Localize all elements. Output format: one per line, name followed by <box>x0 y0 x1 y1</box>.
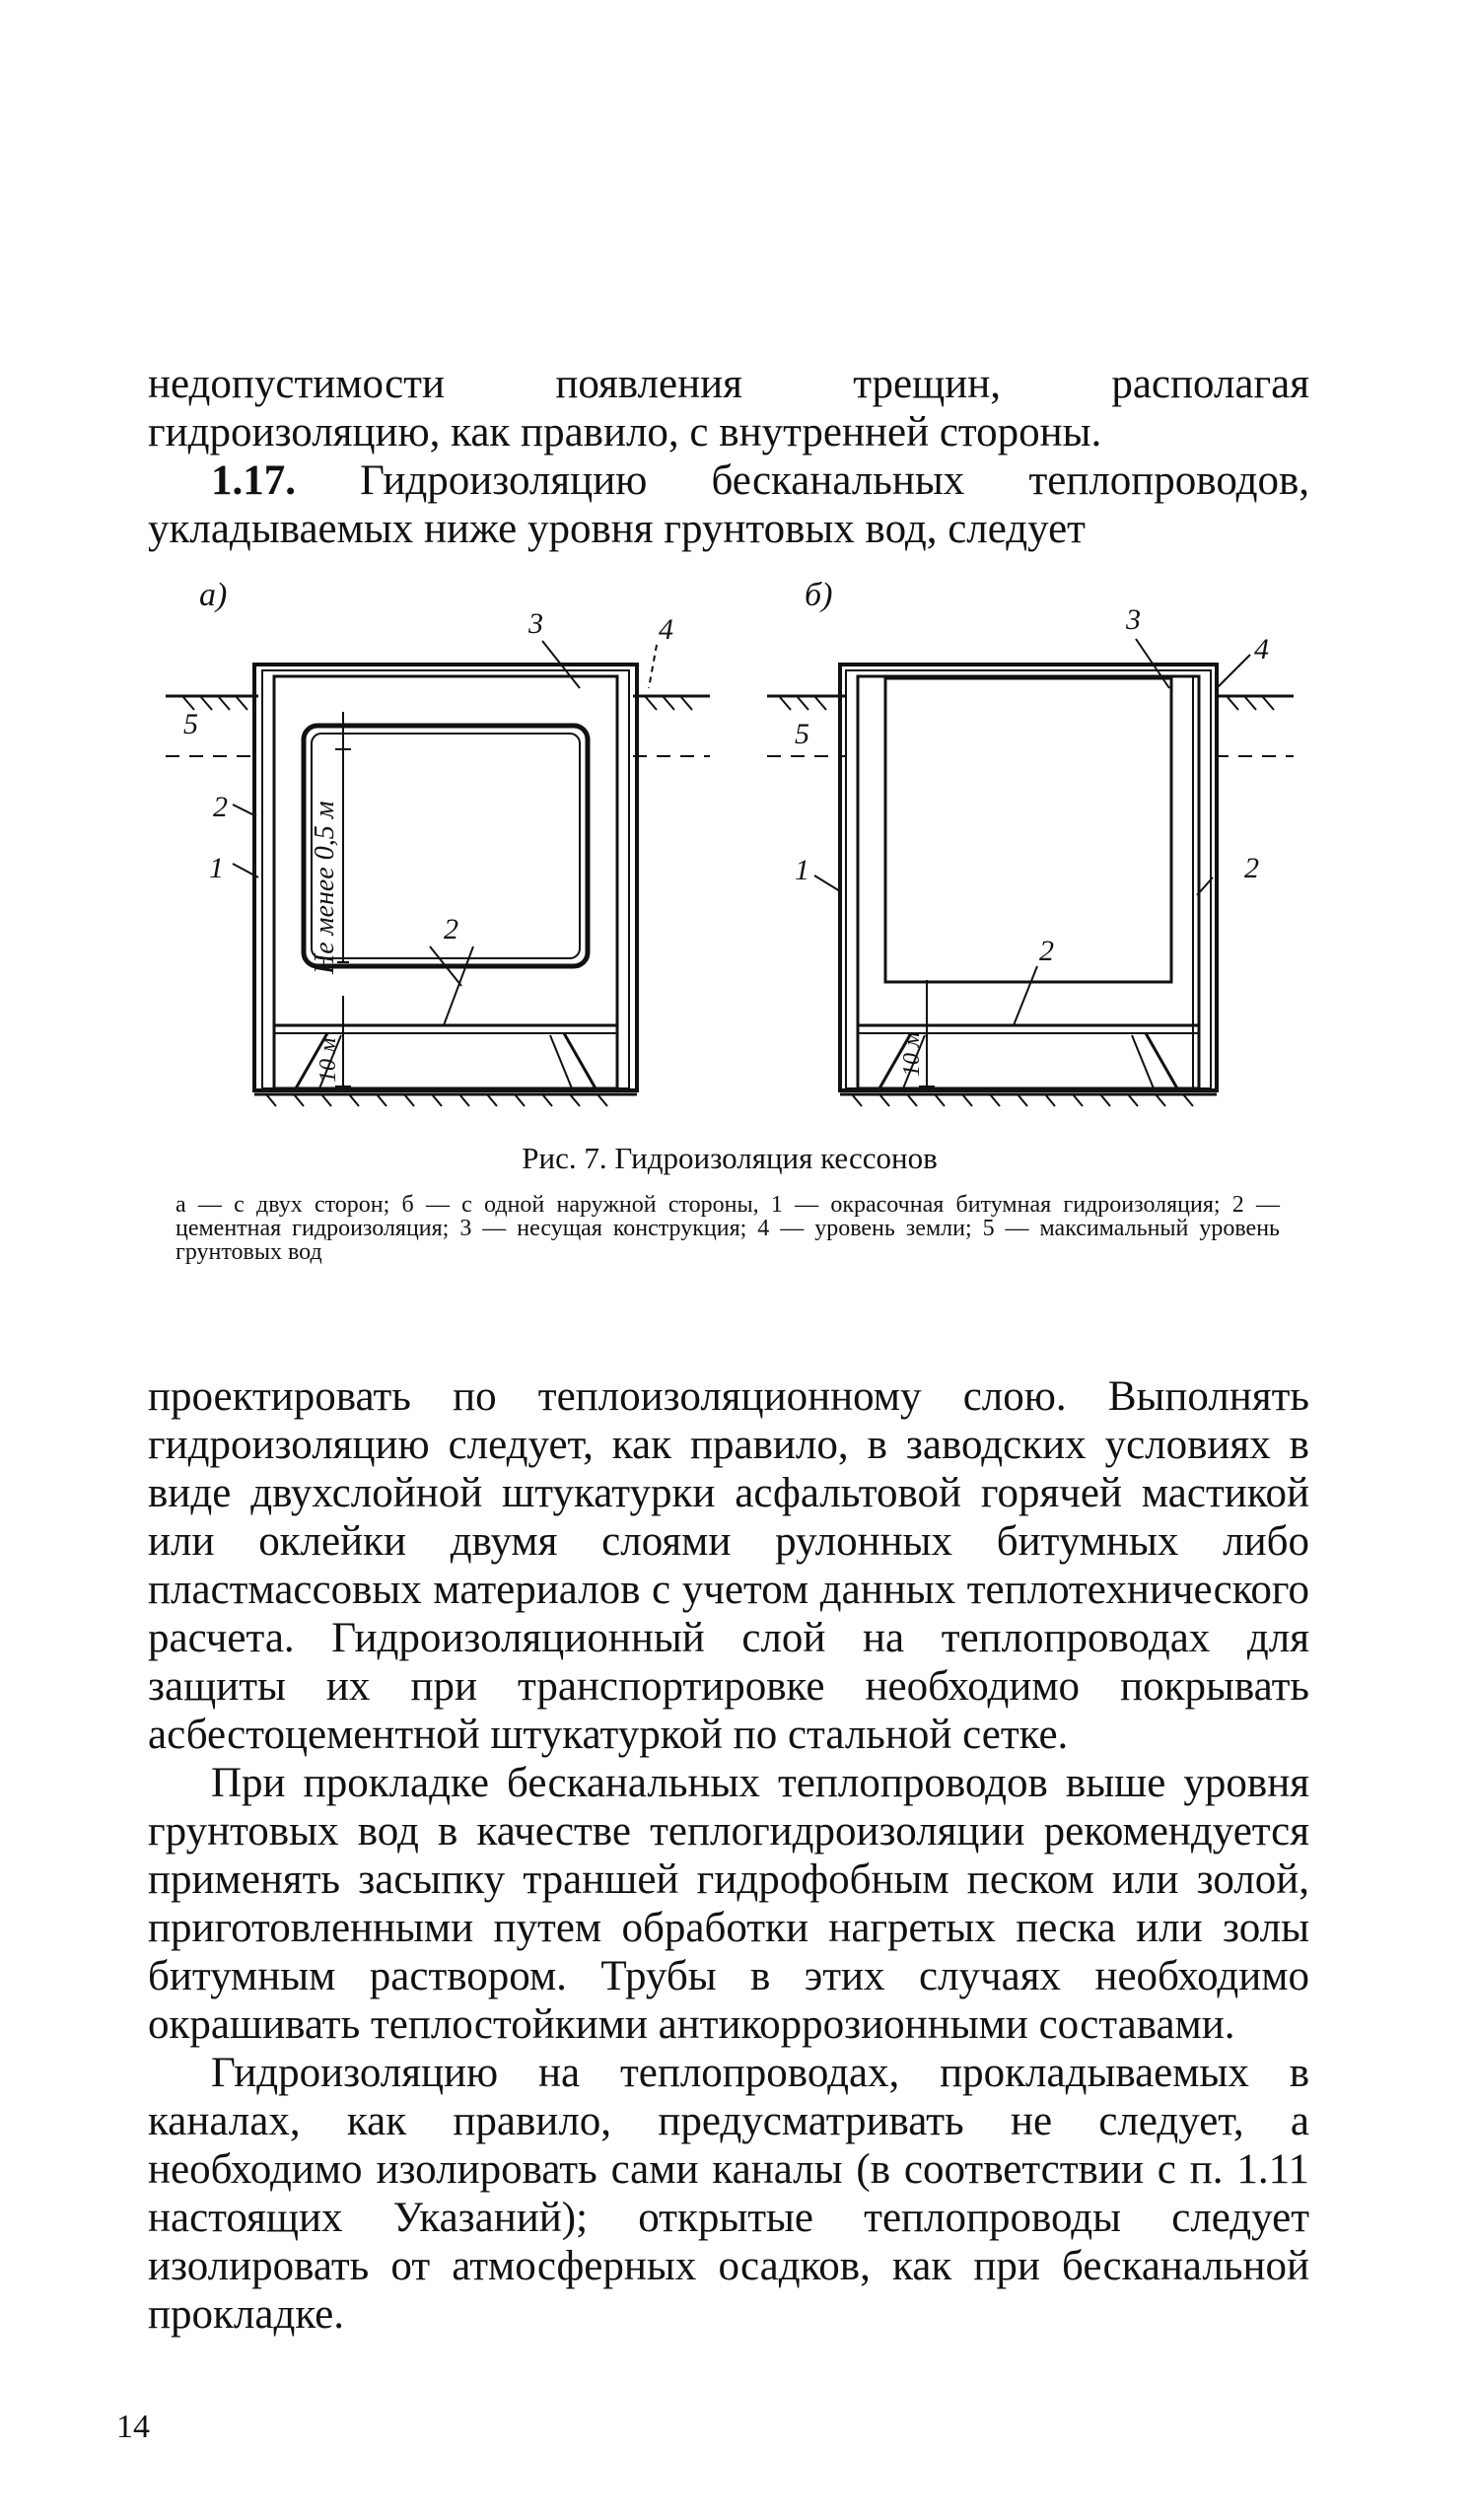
panel-a-base-dimension: 10 м <box>316 1037 341 1083</box>
figure-caption: Рис. 7. Гидроизоляция кессонов <box>522 1141 938 1175</box>
caisson-waterproofing-figure <box>148 582 1331 1134</box>
panel-a-label-4: 4 <box>659 613 673 646</box>
text-block-top <box>148 360 1309 553</box>
figure-legend: а — с двух сторон; б — с одной наружной стороны, 1 — окрасочная битумная гидроизоляция; 2 — цементная гидроизоляция; 3 — несущая конструкция; 4 — уровень земли; 5 — максимальный уровень грунтовых вод <box>176 1192 1280 1265</box>
panel-b-label-3: 3 <box>1126 603 1141 636</box>
panel-b-label-5: 5 <box>795 718 809 750</box>
paragraph-3: проектировать по теплоизоляционному слою. Выполнять гидроизоляцию следует, как правило, в заводских условиях в виде двухслойной штукатурки асфальтовой горячей мастикой или оклейки двумя слоями рулонных битумных либо пластмассовых материалов с учетом данных теплотехнического расчета. Гидроизоляционный слой на теплопроводах для защиты их при транспортировке необходимо покрывать асбестоцементной штукатуркой по стальной сетке. <box>148 1373 1309 1758</box>
panel-a-label-3: 3 <box>528 607 543 640</box>
panel-a-label-5: 5 <box>183 708 198 740</box>
panel-b-label-2-right: 2 <box>1244 852 1259 884</box>
panel-a-letter: а) <box>199 582 228 613</box>
panel-b-label-1: 1 <box>795 854 809 886</box>
section-number: 1.17. <box>211 457 296 504</box>
panel-b-letter: б) <box>805 582 833 613</box>
panel-a-label-2-left: 2 <box>213 791 228 823</box>
paragraph-2 <box>148 456 1309 553</box>
panel-a-label-1: 1 <box>209 852 224 884</box>
panel-a-drawing <box>166 641 710 1106</box>
paragraph-2-text: Гидроизоляцию бесканальных теплопроводов, укладываемых ниже уровня грунтовых вод, следует <box>148 457 1310 552</box>
text-block-bottom <box>148 1372 1309 2339</box>
panel-a-label-2-bottom: 2 <box>444 913 458 945</box>
panel-b-base-dimension: 10 м <box>899 1031 925 1077</box>
panel-a-depth-dimension: Не менее 0,5 м <box>310 801 340 974</box>
paragraph-5: Гидроизоляцию на теплопроводах, прокладываемых в каналах, как правило, предусматривать не следует, а необходимо изолировать сами каналы (в соответствии с п. 1.11 настоящих Указаний); открытые теплопроводы следует изолировать от атмосферных осадков, как при бесканальной прокладке. <box>148 2050 1309 2338</box>
caisson-diagram <box>148 582 1331 1134</box>
panel-b-label-2-bottom: 2 <box>1039 935 1054 967</box>
paragraph-1: недопустимости появления трещин, располагая гидроизоляцию, как правило, с внутренней стороны. <box>148 361 1309 455</box>
panel-b-label-4: 4 <box>1254 633 1269 665</box>
panel-b-drawing <box>767 639 1294 1106</box>
page-number: 14 <box>116 2409 150 2445</box>
paragraph-4: При прокладке бесканальных теплопроводов выше уровня грунтовых вод в качестве теплогидроизоляции рекомендуется применять засыпку траншей гидрофобным песком или золой, приготовленными путем обработки нагретых песка или золы битумным раствором. Трубы в этих случаях необходимо окрашивать теплостойкими антикоррозионными составами. <box>148 1760 1309 2048</box>
